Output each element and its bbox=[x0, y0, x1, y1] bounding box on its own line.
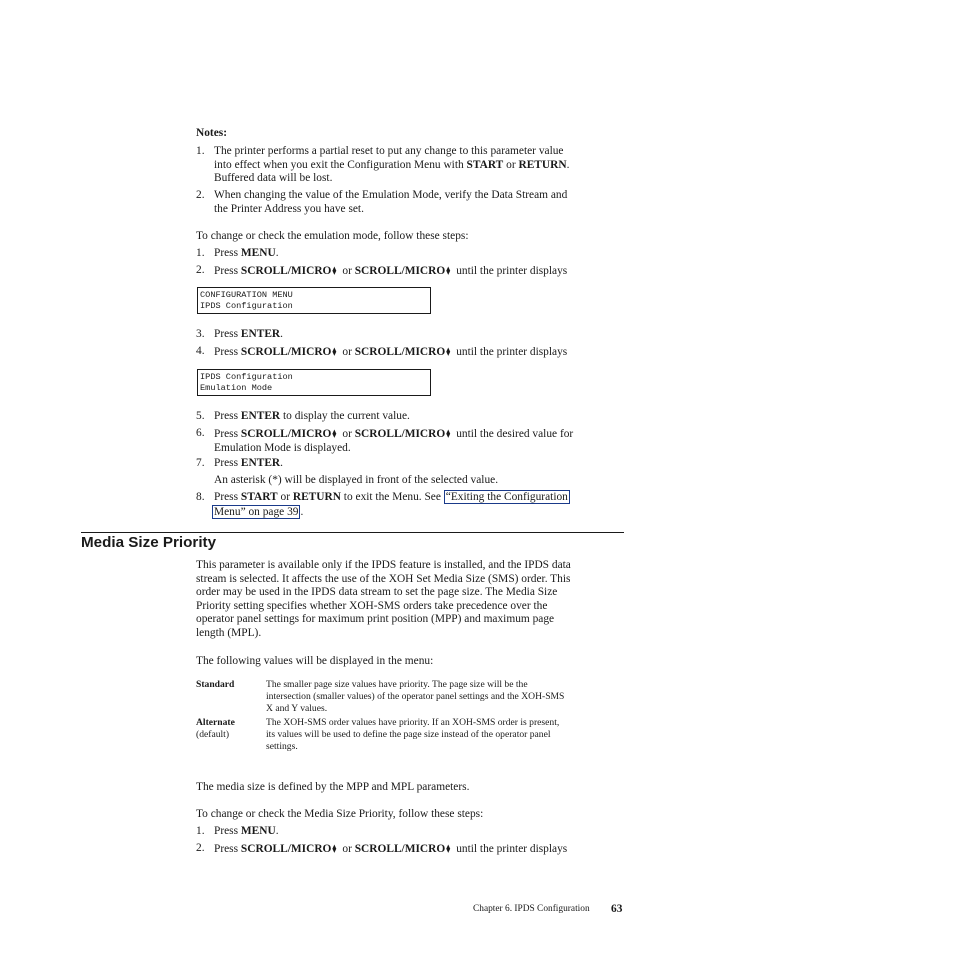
definition-desc-alternate: The XOH-SMS order values have priority. If an XOH-SMS order is present, its values will be used to define the page size instead of the operator panel settings. bbox=[266, 717, 560, 753]
cross-reference-link[interactable]: Menu” on page 39 bbox=[214, 505, 299, 518]
scroll-up-arrow-icon: ⧫ bbox=[332, 347, 337, 356]
note-item-2 bbox=[196, 189, 568, 215]
note-item-1 bbox=[196, 145, 570, 185]
key-enter: ENTER bbox=[240, 410, 281, 422]
key-scroll-up: SCROLL/MICRO bbox=[240, 265, 332, 277]
key-scroll-up: SCROLL/MICRO bbox=[240, 428, 332, 440]
scroll-down-arrow-icon: ⧫ bbox=[446, 844, 451, 853]
lcd-display-configuration-menu: CONFIGURATION MENU IPDS Configuration bbox=[197, 287, 431, 314]
scroll-down-arrow-icon: ⧫ bbox=[446, 429, 451, 438]
lcd-display-emulation-mode: IPDS Configuration Emulation Mode bbox=[197, 369, 431, 396]
key-return: RETURN bbox=[518, 158, 567, 171]
scroll-up-arrow-icon: ⧫ bbox=[332, 844, 337, 853]
emulation-step-5: 5. Press ENTER to display the current value. bbox=[196, 410, 410, 422]
scroll-down-arrow-icon: ⧫ bbox=[446, 347, 451, 356]
definition-term-alternate: Alternate (default) bbox=[196, 717, 235, 740]
note-line: The printer performs a partial reset to put any change to this parameter value bbox=[214, 145, 564, 157]
notes-heading: Notes: bbox=[196, 127, 227, 139]
definition-term-standard: Standard bbox=[196, 679, 235, 690]
media-step-1: 1. Press MENU. bbox=[196, 825, 279, 837]
media-step-2: 2. Press SCROLL/MICRO⧫ or SCROLL/MICRO⧫ until the printer displays bbox=[196, 842, 568, 855]
default-qualifier: (default) bbox=[196, 729, 230, 740]
emulation-step-1: 1. Press MENU. bbox=[196, 247, 279, 259]
key-scroll-down: SCROLL/MICRO bbox=[354, 843, 446, 855]
media-defined-text: The media size is defined by the MPP and MPL parameters. bbox=[196, 781, 470, 793]
emulation-step-2: 2. Press SCROLL/MICRO⧫ or SCROLL/MICRO⧫ until the printer displays bbox=[196, 264, 568, 277]
emulation-step-4: 4. Press SCROLL/MICRO⧫ or SCROLL/MICRO⧫ until the printer displays bbox=[196, 345, 568, 358]
key-scroll-up: SCROLL/MICRO bbox=[240, 346, 332, 358]
key-return: RETURN bbox=[292, 491, 341, 503]
scroll-down-arrow-icon: ⧫ bbox=[446, 266, 451, 275]
note-line: Buffered data will be lost. bbox=[214, 172, 333, 185]
key-enter: ENTER bbox=[240, 457, 281, 469]
note-line: the Printer Address you have set. bbox=[214, 202, 364, 215]
media-steps-intro: To change or check the Media Size Priority, follow these steps: bbox=[196, 808, 484, 820]
section-paragraph: This parameter is available only if the IPDS feature is installed, and the IPDS data stream is selected. It affects the use of the XOH Set Media Size (SMS) order. This order may be used in the IPDS data stream to set the page size. The Media Size Priority setting specifies whether XOH-SMS orders take precedence over the operator panel settings for maximum print position (MPP) and maximum page length (MPL). bbox=[196, 559, 571, 639]
footer-chapter: Chapter 6. IPDS Configuration bbox=[473, 904, 590, 914]
section-heading: Media Size Priority bbox=[81, 534, 217, 551]
scroll-up-arrow-icon: ⧫ bbox=[332, 266, 337, 275]
emulation-step-3: 3. Press ENTER. bbox=[196, 328, 284, 340]
cross-reference-link[interactable]: “Exiting the Configuration bbox=[445, 491, 568, 503]
key-menu: MENU bbox=[240, 825, 276, 837]
key-menu: MENU bbox=[240, 247, 276, 259]
note-number: 1. bbox=[196, 145, 205, 157]
key-start: START bbox=[466, 158, 504, 171]
key-enter: ENTER bbox=[240, 328, 281, 340]
emulation-intro: To change or check the emulation mode, follow these steps: bbox=[196, 230, 469, 242]
values-intro: The following values will be displayed in the menu: bbox=[196, 655, 434, 667]
note-number: 2. bbox=[196, 189, 205, 201]
key-scroll-down: SCROLL/MICRO bbox=[354, 346, 446, 358]
emulation-step-8: 8. Press START or RETURN to exit the Menu. See “Exiting the Configuration Menu” on page 39 . bbox=[196, 491, 568, 518]
key-scroll-down: SCROLL/MICRO bbox=[354, 428, 446, 440]
footer-page-number: 63 bbox=[611, 903, 623, 915]
emulation-step-6: 6. Press SCROLL/MICRO⧫ or SCROLL/MICRO⧫ until the desired value for Emulation Mode is displayed. bbox=[196, 427, 574, 454]
emulation-step-7: 7. Press ENTER. An asterisk (*) will be displayed in front of the selected value. bbox=[196, 457, 499, 486]
definition-desc-standard: The smaller page size values have priority. The page size will be the intersection (smaller values) of the operator panel settings and the XOH-SMS X and Y values. bbox=[266, 679, 565, 715]
note-line: into effect when you exit the Configuration Menu with START or RETURN. bbox=[214, 158, 570, 171]
key-start: START bbox=[240, 491, 278, 503]
note-line: When changing the value of the Emulation Mode, verify the Data Stream and bbox=[214, 189, 568, 201]
key-scroll-up: SCROLL/MICRO bbox=[240, 843, 332, 855]
key-scroll-down: SCROLL/MICRO bbox=[354, 265, 446, 277]
scroll-up-arrow-icon: ⧫ bbox=[332, 429, 337, 438]
